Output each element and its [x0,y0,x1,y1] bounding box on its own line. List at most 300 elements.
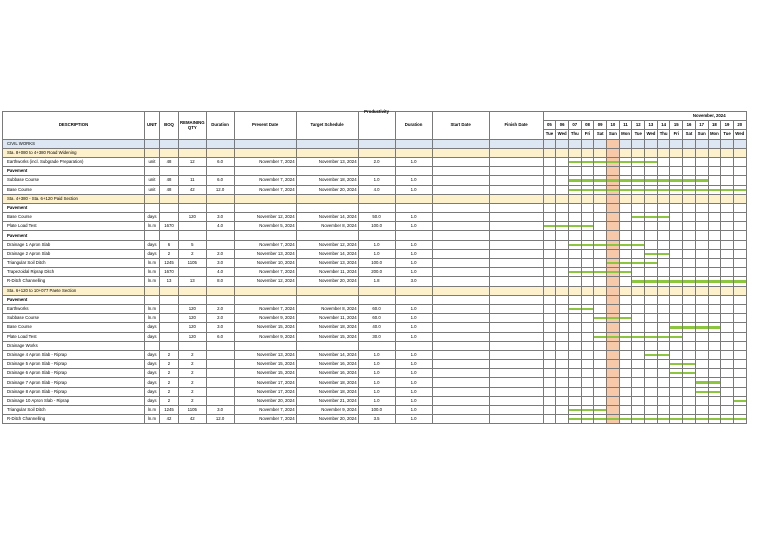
duration-cell[interactable]: 2.0 [206,314,234,323]
start-date-cell[interactable] [432,139,489,148]
target-schedule-cell[interactable]: November 8, 2024 [296,222,358,231]
gantt-cell[interactable] [632,286,645,295]
gantt-cell[interactable] [721,194,734,203]
gantt-cell[interactable] [708,259,721,268]
gantt-cell[interactable] [657,295,670,304]
present-date-cell[interactable]: November 7, 2024 [234,304,296,313]
gantt-cell[interactable] [657,378,670,387]
productivity-cell[interactable]: 40.0 [358,323,395,332]
present-date-cell[interactable]: November 7, 2024 [234,240,296,249]
finish-date-cell[interactable] [489,231,543,240]
productivity-cell[interactable]: 50.0 [358,213,395,222]
gantt-cell[interactable] [556,240,569,249]
productivity-cell[interactable]: 1.0 [358,176,395,185]
present-date-cell[interactable] [234,231,296,240]
day-name-header[interactable]: Wed [733,130,746,139]
finish-date-cell[interactable] [489,268,543,277]
gantt-cell[interactable] [607,396,620,405]
gantt-cell[interactable] [695,378,708,387]
unit-cell[interactable] [145,341,160,350]
finish-date-cell[interactable] [489,157,543,166]
day-number-header[interactable]: 16 [683,121,696,130]
target-schedule-cell[interactable] [296,295,358,304]
day-name-header[interactable]: Wed [556,130,569,139]
target-schedule-cell[interactable]: November 18, 2024 [296,176,358,185]
gantt-cell[interactable] [581,157,594,166]
gantt-cell[interactable] [645,268,658,277]
duration-2-cell[interactable] [395,341,432,350]
gantt-cell[interactable] [543,314,556,323]
gantt-cell[interactable] [733,203,746,212]
gantt-cell[interactable] [733,213,746,222]
gantt-cell[interactable] [619,268,632,277]
gantt-cell[interactable] [632,415,645,424]
unit-cell[interactable] [145,139,160,148]
start-date-cell[interactable] [432,415,489,424]
gantt-cell[interactable] [568,406,581,415]
gantt-cell[interactable] [581,323,594,332]
gantt-cell[interactable] [607,295,620,304]
remaining-qty-cell[interactable]: 1105 [179,406,207,415]
gantt-cell[interactable] [683,360,696,369]
gantt-cell[interactable] [619,350,632,359]
gantt-cell[interactable] [657,314,670,323]
gantt-cell[interactable] [607,314,620,323]
productivity-cell[interactable]: 100.0 [358,406,395,415]
gantt-cell[interactable] [556,176,569,185]
description-cell[interactable]: R-Ditch Channelling [3,277,145,286]
gantt-cell[interactable] [543,148,556,157]
gantt-cell[interactable] [568,323,581,332]
gantt-cell[interactable] [594,341,607,350]
present-date-cell[interactable]: November 13, 2024 [234,350,296,359]
gantt-cell[interactable] [581,295,594,304]
remaining-qty-cell[interactable]: 2 [179,378,207,387]
duration-cell[interactable] [206,350,234,359]
gantt-cell[interactable] [695,323,708,332]
gantt-cell[interactable] [708,194,721,203]
present-date-cell[interactable]: November 5, 2024 [234,222,296,231]
unit-cell[interactable]: days [145,378,160,387]
gantt-cell[interactable] [632,240,645,249]
gantt-cell[interactable] [670,369,683,378]
header-duration-2[interactable]: Duration [395,112,432,140]
remaining-qty-cell[interactable]: 1105 [179,259,207,268]
gantt-cell[interactable] [657,360,670,369]
gantt-cell[interactable] [619,249,632,258]
gantt-cell[interactable] [733,148,746,157]
productivity-cell[interactable]: 2.0 [358,157,395,166]
gantt-cell[interactable] [594,185,607,194]
gantt-cell[interactable] [581,185,594,194]
gantt-cell[interactable] [708,222,721,231]
target-schedule-cell[interactable] [296,341,358,350]
duration-cell[interactable] [206,378,234,387]
gantt-cell[interactable] [721,139,734,148]
gantt-cell[interactable] [721,314,734,323]
gantt-cell[interactable] [543,240,556,249]
unit-cell[interactable]: unit [145,176,160,185]
gantt-cell[interactable] [657,240,670,249]
productivity-cell[interactable]: 3.5 [358,415,395,424]
productivity-cell[interactable]: 1.0 [358,369,395,378]
gantt-cell[interactable] [556,249,569,258]
gantt-cell[interactable] [657,396,670,405]
gantt-cell[interactable] [708,240,721,249]
duration-2-cell[interactable]: 1.0 [395,415,432,424]
gantt-cell[interactable] [632,222,645,231]
duration-2-cell[interactable]: 3.0 [395,277,432,286]
day-number-header[interactable]: 17 [695,121,708,130]
gantt-cell[interactable] [619,259,632,268]
productivity-cell[interactable] [358,295,395,304]
gantt-cell[interactable] [657,167,670,176]
gantt-cell[interactable] [607,213,620,222]
present-date-cell[interactable]: November 13, 2024 [234,249,296,258]
unit-cell[interactable]: ln.m [145,277,160,286]
gantt-cell[interactable] [683,157,696,166]
duration-2-cell[interactable] [395,167,432,176]
target-schedule-cell[interactable]: November 14, 2024 [296,249,358,258]
gantt-cell[interactable] [543,415,556,424]
gantt-cell[interactable] [543,231,556,240]
remaining-qty-cell[interactable] [179,268,207,277]
gantt-cell[interactable] [556,203,569,212]
gantt-cell[interactable] [543,332,556,341]
start-date-cell[interactable] [432,231,489,240]
gantt-cell[interactable] [594,203,607,212]
gantt-cell[interactable] [683,387,696,396]
gantt-cell[interactable] [594,323,607,332]
gantt-cell[interactable] [733,259,746,268]
gantt-cell[interactable] [733,323,746,332]
boq-cell[interactable] [160,203,179,212]
gantt-cell[interactable] [721,304,734,313]
gantt-cell[interactable] [708,139,721,148]
gantt-cell[interactable] [695,360,708,369]
gantt-cell[interactable] [607,157,620,166]
start-date-cell[interactable] [432,341,489,350]
gantt-cell[interactable] [708,268,721,277]
gantt-cell[interactable] [619,369,632,378]
gantt-cell[interactable] [632,341,645,350]
gantt-cell[interactable] [708,406,721,415]
gantt-cell[interactable] [632,295,645,304]
gantt-cell[interactable] [594,286,607,295]
target-schedule-cell[interactable]: November 20, 2024 [296,415,358,424]
gantt-cell[interactable] [721,222,734,231]
gantt-cell[interactable] [632,259,645,268]
remaining-qty-cell[interactable]: 2 [179,249,207,258]
present-date-cell[interactable]: November 12, 2024 [234,277,296,286]
duration-cell[interactable] [206,295,234,304]
finish-date-cell[interactable] [489,406,543,415]
day-number-header[interactable]: 13 [645,121,658,130]
gantt-cell[interactable] [594,249,607,258]
gantt-cell[interactable] [543,185,556,194]
gantt-cell[interactable] [543,213,556,222]
present-date-cell[interactable]: November 9, 2024 [234,332,296,341]
gantt-cell[interactable] [594,277,607,286]
gantt-cell[interactable] [581,268,594,277]
productivity-cell[interactable] [358,139,395,148]
gantt-cell[interactable] [733,378,746,387]
gantt-cell[interactable] [733,240,746,249]
gantt-cell[interactable] [670,406,683,415]
description-cell[interactable]: Plate Load Test [3,332,145,341]
target-schedule-cell[interactable]: November 20, 2024 [296,277,358,286]
gantt-cell[interactable] [632,185,645,194]
unit-cell[interactable]: ln.m [145,259,160,268]
duration-cell[interactable] [206,369,234,378]
gantt-cell[interactable] [695,148,708,157]
remaining-qty-cell[interactable]: 2 [179,396,207,405]
description-cell[interactable]: Sta. 6+120 to 10+077 Paete Section [3,286,145,295]
gantt-cell[interactable] [594,240,607,249]
gantt-cell[interactable] [543,194,556,203]
duration-2-cell[interactable]: 1.0 [395,360,432,369]
finish-date-cell[interactable] [489,240,543,249]
gantt-cell[interactable] [581,341,594,350]
gantt-cell[interactable] [619,203,632,212]
gantt-cell[interactable] [645,240,658,249]
start-date-cell[interactable] [432,157,489,166]
gantt-cell[interactable] [695,350,708,359]
gantt-cell[interactable] [594,396,607,405]
gantt-cell[interactable] [556,277,569,286]
gantt-cell[interactable] [708,396,721,405]
description-cell[interactable]: Pavement [3,295,145,304]
gantt-cell[interactable] [683,415,696,424]
gantt-cell[interactable] [556,194,569,203]
gantt-cell[interactable] [683,268,696,277]
duration-2-cell[interactable] [395,203,432,212]
boq-cell[interactable]: 2 [160,350,179,359]
gantt-cell[interactable] [607,148,620,157]
boq-cell[interactable] [160,314,179,323]
gantt-cell[interactable] [695,268,708,277]
duration-cell[interactable] [206,387,234,396]
description-cell[interactable]: Earthworks [3,304,145,313]
remaining-qty-cell[interactable] [179,341,207,350]
gantt-cell[interactable] [645,286,658,295]
gantt-cell[interactable] [581,387,594,396]
present-date-cell[interactable] [234,194,296,203]
gantt-cell[interactable] [670,249,683,258]
gantt-cell[interactable] [619,304,632,313]
present-date-cell[interactable]: November 7, 2024 [234,415,296,424]
target-schedule-cell[interactable]: November 11, 2024 [296,314,358,323]
gantt-cell[interactable] [632,176,645,185]
gantt-cell[interactable] [543,295,556,304]
target-schedule-cell[interactable]: November 9, 2024 [296,406,358,415]
gantt-cell[interactable] [670,167,683,176]
duration-cell[interactable] [206,231,234,240]
present-date-cell[interactable]: November 20, 2024 [234,396,296,405]
day-number-header[interactable]: 06 [556,121,569,130]
day-number-header[interactable]: 19 [721,121,734,130]
finish-date-cell[interactable] [489,360,543,369]
gantt-cell[interactable] [670,222,683,231]
start-date-cell[interactable] [432,332,489,341]
gantt-cell[interactable] [594,222,607,231]
gantt-cell[interactable] [683,341,696,350]
gantt-cell[interactable] [695,185,708,194]
day-name-header[interactable]: Fri [670,130,683,139]
present-date-cell[interactable]: November 17, 2024 [234,378,296,387]
gantt-cell[interactable] [708,185,721,194]
gantt-cell[interactable] [543,406,556,415]
finish-date-cell[interactable] [489,396,543,405]
day-number-header[interactable]: 09 [594,121,607,130]
present-date-cell[interactable]: November 7, 2024 [234,176,296,185]
gantt-cell[interactable] [594,314,607,323]
remaining-qty-cell[interactable] [179,222,207,231]
gantt-cell[interactable] [645,314,658,323]
gantt-cell[interactable] [670,231,683,240]
gantt-cell[interactable] [721,360,734,369]
target-schedule-cell[interactable] [296,231,358,240]
duration-2-cell[interactable]: 1.0 [395,240,432,249]
duration-2-cell[interactable]: 1.0 [395,396,432,405]
gantt-cell[interactable] [607,341,620,350]
boq-cell[interactable]: 48 [160,157,179,166]
gantt-cell[interactable] [645,387,658,396]
gantt-cell[interactable] [695,314,708,323]
gantt-cell[interactable] [721,286,734,295]
gantt-cell[interactable] [708,387,721,396]
start-date-cell[interactable] [432,369,489,378]
gantt-cell[interactable] [733,387,746,396]
present-date-cell[interactable]: November 7, 2024 [234,157,296,166]
gantt-cell[interactable] [556,323,569,332]
start-date-cell[interactable] [432,148,489,157]
header-unit[interactable]: UNIT [145,112,160,140]
boq-cell[interactable]: 6 [160,240,179,249]
gantt-cell[interactable] [645,378,658,387]
gantt-cell[interactable] [657,268,670,277]
target-schedule-cell[interactable] [296,203,358,212]
gantt-cell[interactable] [556,295,569,304]
gantt-cell[interactable] [721,268,734,277]
gantt-cell[interactable] [543,222,556,231]
gantt-cell[interactable] [708,148,721,157]
description-cell[interactable]: Drainage 1 Apron Slab [3,240,145,249]
gantt-cell[interactable] [556,360,569,369]
gantt-cell[interactable] [670,350,683,359]
gantt-cell[interactable] [594,304,607,313]
gantt-cell[interactable] [581,369,594,378]
gantt-cell[interactable] [683,249,696,258]
boq-cell[interactable]: 2 [160,396,179,405]
gantt-cell[interactable] [695,387,708,396]
gantt-cell[interactable] [556,286,569,295]
gantt-cell[interactable] [619,157,632,166]
gantt-cell[interactable] [670,277,683,286]
description-cell[interactable]: Subbase Course [3,176,145,185]
header-boq[interactable]: BOQ [160,112,179,140]
gantt-cell[interactable] [607,231,620,240]
gantt-cell[interactable] [721,185,734,194]
gantt-cell[interactable] [607,406,620,415]
boq-cell[interactable]: 2 [160,378,179,387]
productivity-cell[interactable] [358,203,395,212]
remaining-qty-cell[interactable] [179,194,207,203]
gantt-cell[interactable] [568,295,581,304]
gantt-cell[interactable] [670,139,683,148]
gantt-cell[interactable] [733,194,746,203]
gantt-cell[interactable] [721,240,734,249]
gantt-cell[interactable] [683,139,696,148]
present-date-cell[interactable] [234,139,296,148]
gantt-cell[interactable] [632,167,645,176]
description-cell[interactable]: Base Course [3,185,145,194]
target-schedule-cell[interactable]: November 18, 2024 [296,323,358,332]
duration-cell[interactable]: 12.0 [206,185,234,194]
gantt-cell[interactable] [632,213,645,222]
day-name-header[interactable]: Thu [568,130,581,139]
duration-2-cell[interactable]: 1.0 [395,406,432,415]
gantt-cell[interactable] [543,203,556,212]
unit-cell[interactable]: days [145,396,160,405]
gantt-cell[interactable] [632,249,645,258]
gantt-cell[interactable] [721,378,734,387]
gantt-cell[interactable] [695,240,708,249]
gantt-cell[interactable] [695,249,708,258]
gantt-cell[interactable] [683,240,696,249]
remaining-qty-cell[interactable] [179,148,207,157]
gantt-cell[interactable] [708,415,721,424]
start-date-cell[interactable] [432,185,489,194]
target-schedule-cell[interactable]: November 12, 2024 [296,240,358,249]
unit-cell[interactable]: days [145,387,160,396]
description-cell[interactable]: Plate Load Test [3,222,145,231]
gantt-cell[interactable] [632,406,645,415]
description-cell[interactable]: Drainage 7 Apron Slab - Riprap [3,378,145,387]
boq-cell[interactable] [160,341,179,350]
description-cell[interactable]: Subbase Course [3,314,145,323]
gantt-cell[interactable] [733,406,746,415]
gantt-cell[interactable] [670,323,683,332]
gantt-cell[interactable] [657,277,670,286]
remaining-qty-cell[interactable]: 120 [179,323,207,332]
gantt-cell[interactable] [683,295,696,304]
gantt-cell[interactable] [594,415,607,424]
gantt-cell[interactable] [721,203,734,212]
duration-cell[interactable]: 4.0 [206,268,234,277]
gantt-cell[interactable] [594,369,607,378]
gantt-cell[interactable] [581,167,594,176]
day-name-header[interactable]: Sun [607,130,620,139]
gantt-cell[interactable] [581,240,594,249]
gantt-cell[interactable] [568,249,581,258]
gantt-cell[interactable] [695,139,708,148]
gantt-cell[interactable] [708,249,721,258]
gantt-cell[interactable] [594,231,607,240]
gantt-cell[interactable] [568,341,581,350]
productivity-cell[interactable] [358,148,395,157]
present-date-cell[interactable]: November 10, 2024 [234,259,296,268]
gantt-cell[interactable] [543,259,556,268]
gantt-cell[interactable] [708,203,721,212]
finish-date-cell[interactable] [489,249,543,258]
gantt-cell[interactable] [581,176,594,185]
gantt-cell[interactable] [683,277,696,286]
gantt-cell[interactable] [695,332,708,341]
header-month[interactable]: November, 2024 [543,112,746,121]
gantt-cell[interactable] [619,415,632,424]
day-name-header[interactable]: Sat [683,130,696,139]
